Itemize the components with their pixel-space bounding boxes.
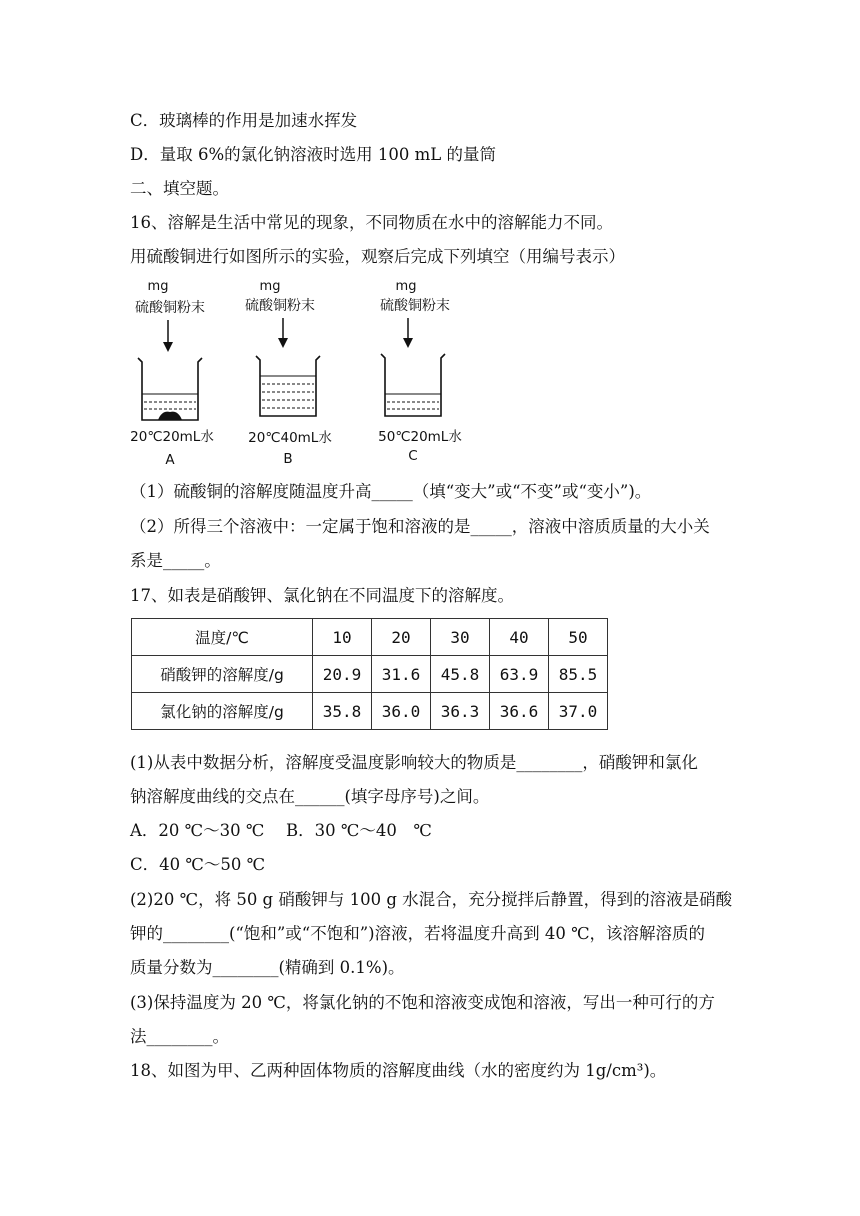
table-cell: 氯化钠的溶解度/g	[132, 693, 313, 730]
beaker-b	[245, 279, 332, 467]
table-cell: 温度/℃	[132, 619, 313, 656]
table-cell: 50	[549, 619, 608, 656]
table-cell: 85.5	[549, 656, 608, 693]
question-16-part-2a: （2）所得三个溶液中：一定属于饱和溶液的是_____，溶液中溶质质量的大小关	[130, 517, 710, 536]
table-cell: 20.9	[313, 656, 372, 693]
table-cell: 37.0	[549, 693, 608, 730]
option-d: D．量取 6%的氯化钠溶液时选用 100 mL 的量筒	[130, 145, 496, 164]
table-cell: 30	[431, 619, 490, 656]
beaker-c-mass: mg	[395, 279, 417, 294]
table-cell: 35.8	[313, 693, 372, 730]
table-cell: 硝酸钾的溶解度/g	[132, 656, 313, 693]
table-header-row	[132, 619, 608, 656]
table-cell: 36.0	[372, 693, 431, 730]
section-title: 二、填空题。	[130, 179, 229, 198]
beaker-b-powder: 硫酸铜粉末	[245, 298, 315, 314]
beaker-figure	[128, 276, 488, 476]
option-c: C．玻璃棒的作用是加速水挥发	[130, 111, 358, 130]
question-17-part-2b: 钾的________(“饱和”或“不饱和”)溶液，若将温度升高到 40 ℃，该溶解溶质的	[130, 924, 706, 943]
question-17-part-2a: (2)20 ℃，将 50 g 硝酸钾与 100 g 水混合，充分搅拌后静置，得到的溶液是硝酸	[130, 890, 733, 909]
question-16-part-1: （1）硫酸铜的溶解度随温度升高_____（填“变大”或“不变”或“变小”)。	[130, 482, 652, 501]
question-17-part-1b: 钠溶解度曲线的交点在______(填字母序号)之间。	[130, 787, 490, 806]
question-17-part-2c: 质量分数为________(精确到 0.1%)。	[130, 958, 405, 977]
question-18: 18、如图为甲、乙两种固体物质的溶解度曲线（水的密度约为 1g/cm³)。	[130, 1061, 667, 1080]
table-cell: 20	[372, 619, 431, 656]
beaker-a-label: A	[165, 452, 175, 468]
beaker-b-mass: mg	[259, 279, 281, 294]
table-cell: 36.3	[431, 693, 490, 730]
question-16-intro: 用硫酸铜进行如图所示的实验，观察后完成下列填空（用编号表示）	[130, 247, 625, 266]
beaker-a-mass: mg	[147, 279, 169, 294]
question-17-options-ab: A．20 ℃～30 ℃ B．30 ℃～40 ℃	[130, 821, 432, 840]
beaker-b-condition: 20℃40mL水	[248, 430, 332, 446]
question-17-part-3b: 法________。	[130, 1027, 229, 1046]
table-cell: 40	[490, 619, 549, 656]
solubility-table	[131, 618, 608, 730]
question-17: 17、如表是硝酸钾、氯化钠在不同温度下的溶解度。	[130, 586, 514, 605]
table-cell: 31.6	[372, 656, 431, 693]
table-row	[132, 656, 608, 693]
question-17-option-c: C．40 ℃～50 ℃	[130, 855, 266, 874]
table-cell: 45.8	[431, 656, 490, 693]
question-17-part-1a: (1)从表中数据分析，溶解度受温度影响较大的物质是________，硝酸钾和氯化	[130, 753, 698, 772]
beaker-a	[130, 279, 214, 468]
beaker-c-powder: 硫酸铜粉末	[380, 298, 450, 314]
beaker-a-powder: 硫酸铜粉末	[135, 300, 205, 316]
beaker-a-condition: 20℃20mL水	[130, 429, 214, 445]
beaker-c-label: C	[408, 448, 418, 464]
table-row	[132, 693, 608, 730]
beaker-b-label: B	[283, 451, 293, 467]
question-17-part-3a: (3)保持温度为 20 ℃，将氯化钠的不饱和溶液变成饱和溶液，写出一种可行的方	[130, 993, 715, 1012]
question-16-part-2b: 系是_____。	[130, 551, 221, 570]
beaker-c-condition: 50℃20mL水	[378, 429, 462, 445]
table-cell: 10	[313, 619, 372, 656]
table-cell: 63.9	[490, 656, 549, 693]
question-16: 16、溶解是生活中常见的现象，不同物质在水中的溶解能力不同。	[130, 213, 613, 232]
beaker-c	[378, 279, 462, 464]
table-cell: 36.6	[490, 693, 549, 730]
